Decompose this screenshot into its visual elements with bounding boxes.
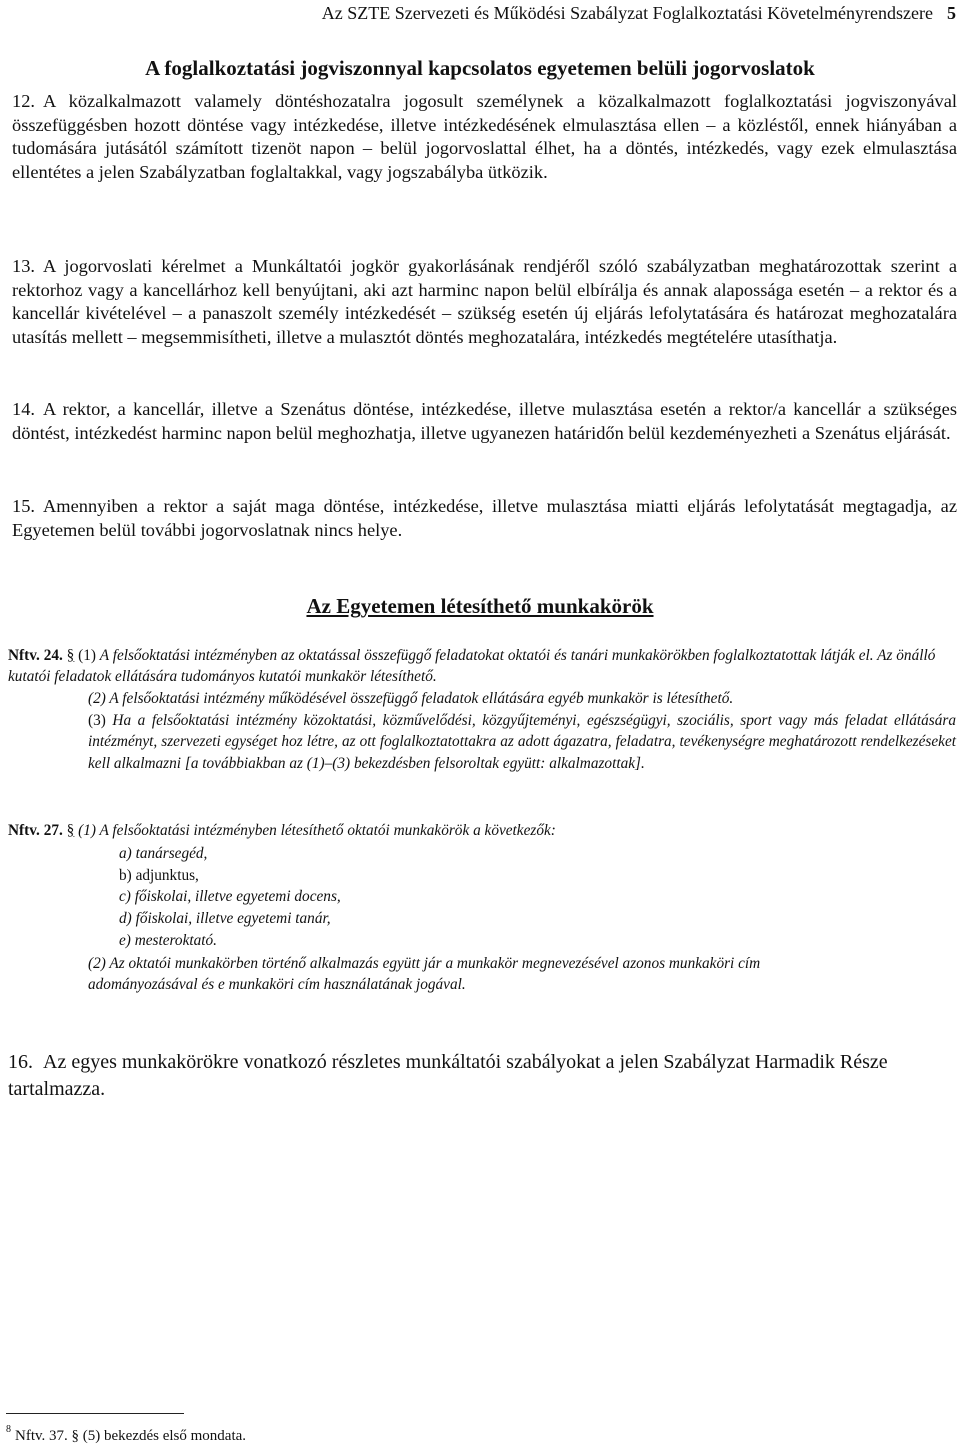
list-item: c) főiskolai, illetve egyetemi docens, xyxy=(119,888,341,906)
subsection-number: (1) xyxy=(78,647,96,664)
paragraph-number: 13. xyxy=(12,256,35,276)
law-text: A felsőoktatási intézményben az oktatással összefüggő feladatokat oktatói és tanári munkakörökben foglalkoztatottak látják el. Az önálló kutatói feladatok ellátására tudományos kutatói munkakör létesíthető. xyxy=(8,647,936,686)
footnote-separator xyxy=(6,1413,184,1414)
paragraph-text: A közalkalmazott valamely döntéshozatalra jogosult személynek a közalkalmazott foglalkoztatási jogviszonyával összefüggésben hozott döntése vagy intézkedése, illetve intézkedésének elmulasztása ellen – a közléstől, ennek hiányában a tudomására jutásától számított tizenöt napon – belül jogorvoslattal élhet, ha a döntés, intézkedés, vagy ezek elmulasztása ellentétes a jelen Szabályzatban foglaltakkal, vagy jogszabályba ütközik. xyxy=(12,91,957,182)
law-text: (1) A felsőoktatási intézményben létesíthető oktatói munkakörök a következők: xyxy=(78,822,556,839)
position-list xyxy=(119,843,341,952)
law-reference: Nftv. 24. xyxy=(8,647,63,664)
law-text: Ha a felsőoktatási intézmény közoktatási, közművelődési, közgyűjteményi, egészségügyi, szociális, sport vagy más feladat ellátására intézményt, szervezeti egységet hoz létre, az ott foglalkoztatottakra az adott ágazatra, feladatra, tevékenységre meghatározott rendelkezéseket kell alkalmazni [a továbbiakban az (1)–(3) bekezdésben felsoroltak együtt: alkalmazottak]. xyxy=(88,712,956,772)
footnote-text: Nftv. 37. § (5) bekezdés első mondata. xyxy=(15,1428,247,1444)
subsection-number: (3) xyxy=(88,712,106,729)
section-title-job-positions: Az Egyetemen létesíthető munkakörök xyxy=(306,594,654,618)
list-item: a) tanársegéd, xyxy=(119,845,208,862)
section-sign: § xyxy=(66,822,75,839)
law-27-paragraph-1 xyxy=(8,820,956,841)
running-header xyxy=(0,2,956,24)
law-reference: Nftv. 27. xyxy=(8,822,63,839)
paragraph-number: 15. xyxy=(12,496,35,516)
list-item: b) adjunktus, xyxy=(119,866,199,884)
paragraph-12 xyxy=(12,90,957,184)
law-24-paragraph-3 xyxy=(88,710,956,774)
footnote-marker: 8 xyxy=(6,1424,11,1435)
law-24-paragraph-1 xyxy=(8,645,956,688)
paragraph-number: 12. xyxy=(12,91,35,111)
paragraph-16 xyxy=(8,1049,956,1103)
paragraph-13 xyxy=(12,255,957,349)
law-27-paragraph-2-continued: adományozásával és e munkaköri cím használatának jogával. xyxy=(88,976,466,993)
footnote xyxy=(6,1424,246,1445)
list-item: e) mesteroktató. xyxy=(119,931,217,949)
list-item: d) főiskolai, illetve egyetemi tanár, xyxy=(119,910,331,928)
paragraph-number: 16. xyxy=(8,1051,33,1073)
paragraph-text: Amennyiben a rektor a saját maga döntése, intézkedése, illetve mulasztása miatti eljárás lefolytatását megtagadja, az Egyetemen belül további jogorvoslatnak nincs helye. xyxy=(12,496,957,540)
law-27-paragraph-2: (2) Az oktatói munkakörben történő alkalmazás együtt jár a munkakör megnevezésével azonos munkaköri cím xyxy=(88,955,761,972)
paragraph-15 xyxy=(12,495,957,542)
section-title-remedies: A foglalkoztatási jogviszonnyal kapcsolatos egyetemen belüli jogorvoslatok xyxy=(145,56,815,80)
running-title: Az SZTE Szervezeti és Működési Szabályzat Foglalkoztatási Követelményrendszere xyxy=(321,3,933,23)
paragraph-text: A rektor, a kancellár, illetve a Szenátus döntése, intézkedése, illetve mulasztása esetén a rektor/a kancellár a szükséges döntést, intézkedést harminc napon belül meghozhatja, illetve ugyanezen határidőn belül kezdeményezheti a Szenátus eljárását. xyxy=(12,399,957,443)
section-sign: § xyxy=(66,647,75,664)
law-24-paragraph-2: (2) A felsőoktatási intézmény működésével összefüggő feladatok ellátására egyéb munkakör is létesíthető. xyxy=(88,690,734,707)
paragraph-text: Az egyes munkakörökre vonatkozó részletes munkáltatói szabályokat a jelen Szabályzat Harmadik Része tartalmazza. xyxy=(8,1051,888,1100)
paragraph-text: A jogorvoslati kérelmet a Munkáltatói jogkör gyakorlásának rendjéről szóló szabályzatban meghatározottak szerint a rektorhoz vagy a kancellárhoz kell benyújtani, aki azt harminc napon belül elbírálja és annak alapossága esetén – a rektor és a kancellár kivételével – a panaszolt személy intézkedését – szükség esetén új eljárás lefolytatására és határozat meghozatalára utasítás mellett – megsemmisítheti, illetve a mulasztót döntés meghozatalára, intézkedés megtételére utasíthatja. xyxy=(12,256,957,347)
paragraph-14 xyxy=(12,398,957,445)
paragraph-number: 14. xyxy=(12,399,35,419)
page-number: 5 xyxy=(947,3,956,23)
